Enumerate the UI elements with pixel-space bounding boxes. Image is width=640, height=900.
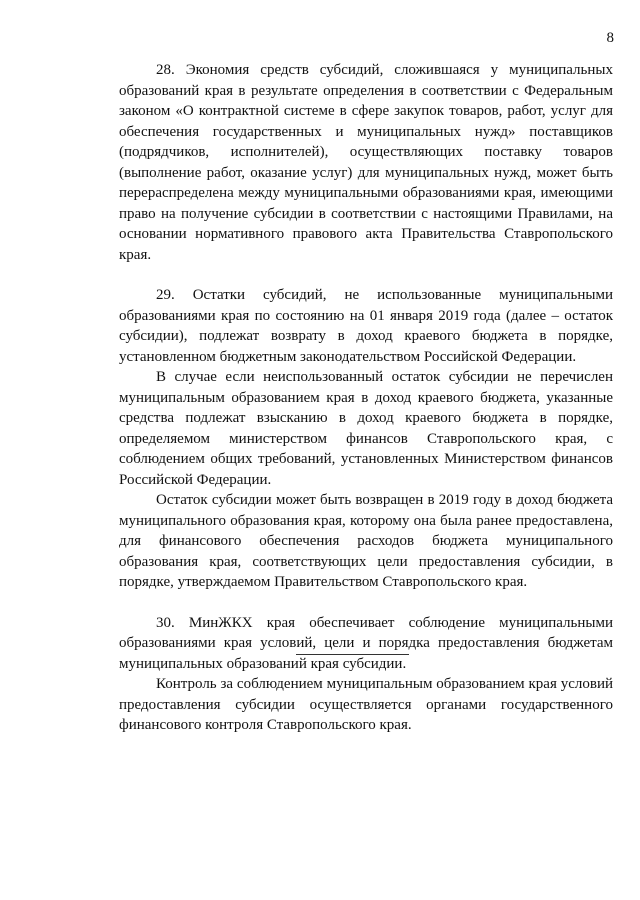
clause-29: [119, 285, 613, 593]
clause-28: [119, 60, 613, 265]
document-body: [119, 60, 613, 736]
page-number: 8: [606, 30, 614, 46]
clause-30-paragraph-2: Контроль за соблюдением муниципальным образованием края условий предоставления субсидии осуществляется органами государственного финансового контроля Ставропольского края.: [119, 676, 613, 733]
clause-29-paragraph-2: В случае если неиспользованный остаток субсидии не перечислен муниципальным образованием края в доход краевого бюджета, указанные средства подлежат взысканию в доход краевого бюджета в порядке, определяемом министерством финансов Ставропольского края, с соблюдением общих требований, установленных Министерством финансов Российской Федерации.: [119, 369, 613, 488]
clause-29-paragraph-3: Остаток субсидии может быть возвращен в 2019 году в доход бюджета муниципального образования края, которому она была ранее предоставлена, для финансового обеспечения расходов бюджета муниципального образования края, соответствующих цели предоставления субсидии, в порядке, утверждаемом Правительством Ставропольского края.: [119, 492, 613, 590]
clause-29-paragraph-1: 29. Остатки субсидий, не использованные муниципальными образованиями края по состоянию на 01 января 2019 года (далее – остаток субсидии), подлежат возврату в доход краевого бюджета в порядке, установленном бюджетным законодательством Российской Федерации.: [119, 287, 613, 365]
section-spacer: [119, 265, 613, 285]
end-of-document-rule: [296, 654, 409, 655]
section-spacer: [119, 593, 613, 613]
clause-30-paragraph-1: 30. МинЖКХ края обеспечивает соблюдение муниципальными образованиями края условий, цели и порядка предоставления бюджетам муниципальных образований края субсидии.: [119, 614, 613, 672]
clause-28-paragraph-1: 28. Экономия средств субсидий, сложившаяся у муниципальных образований края в результате определения в соответствии с Федеральным законом «О контрактной системе в сфере закупок товаров, работ, услуг для обеспечения государственных и муниципальных нужд» поставщиков (подрядчиков, исполнителей), осуществляющих поставку товаров (выполнение работ, оказание услуг) для муниципальных нужд, может быть перераспределена между муниципальными образованиями края, имеющими право на получение субсидии в соответствии с настоящими Правилами, на основании нормативного правового акта Правительства Ставропольского края.: [119, 62, 613, 263]
clause-30: [119, 613, 613, 736]
